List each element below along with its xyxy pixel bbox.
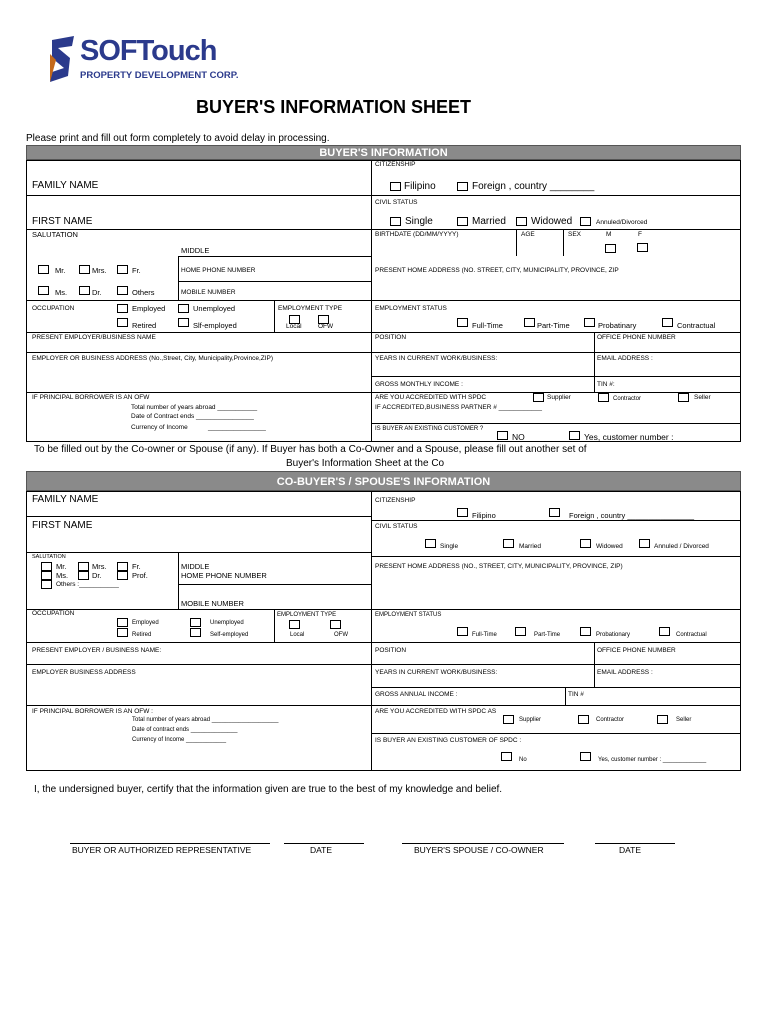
s2-parttime-label: Part-Time bbox=[534, 632, 561, 638]
s2-employed-label: Employed bbox=[132, 620, 159, 626]
s2-gross-label: GROSS ANNUAL INCOME : bbox=[375, 691, 458, 698]
company-logo bbox=[46, 36, 266, 86]
s1-fr-label: Fr. bbox=[132, 266, 141, 275]
s1-salutation-label: SALUTATION bbox=[32, 230, 78, 239]
s1-mr-checkbox[interactable] bbox=[38, 265, 49, 274]
s2-probationary-label: Probationary bbox=[596, 632, 631, 638]
s2-mr-checkbox[interactable] bbox=[41, 562, 52, 571]
s2-employer-address-label: EMPLOYER BUSINESS ADDRESS bbox=[32, 669, 136, 676]
s1-widowed-checkbox[interactable] bbox=[516, 217, 527, 226]
coowner-note: To be filled out by the Co-owner or Spouse (if any). If Buyer has both a Co-Owner and a Spouse, please fill out another set of bbox=[34, 444, 587, 455]
spouse-signature-label: BUYER'S SPOUSE / CO-OWNER bbox=[414, 845, 544, 855]
s2-mr-label: Mr. bbox=[56, 562, 67, 571]
s1-fulltime-checkbox[interactable] bbox=[457, 318, 468, 327]
s2-foreign-label: Foreign , country ________________ bbox=[569, 511, 695, 520]
s1-employment-type-label: EMPLOYMENT TYPE bbox=[278, 305, 343, 312]
s2-no-checkbox[interactable] bbox=[501, 752, 512, 761]
s2-existing-label: IS BUYER AN EXISTING CUSTOMER OF SPDC : bbox=[375, 737, 522, 744]
logo-brand: SOFTouch bbox=[80, 35, 217, 67]
s2-mrs-checkbox[interactable] bbox=[78, 562, 89, 571]
s1-m-label: M bbox=[606, 231, 612, 238]
coowner-note-2: Buyer's Information Sheet at the Co bbox=[286, 458, 445, 469]
s2-annulled-label: Annuled / Divorced bbox=[654, 543, 709, 550]
s1-foreign-label: Foreign , country ________ bbox=[472, 181, 595, 192]
s2-prof-label: Prof. bbox=[132, 571, 148, 580]
s1-employer-name-label: PRESENT EMPLOYER/BUSINESS NAME bbox=[32, 334, 156, 341]
s2-supplier-label: Supplier bbox=[519, 717, 542, 723]
s2-widowed-label: Widowed bbox=[596, 543, 623, 550]
s1-single-label: Single bbox=[405, 216, 433, 227]
s2-fr-label: Fr. bbox=[132, 562, 141, 571]
s1-self-employed-label: Slf-employed bbox=[193, 321, 237, 330]
s2-tin-label: TIN # bbox=[568, 691, 584, 698]
s2-office-phone-label: OFFICE PHONE NUMBER bbox=[597, 647, 676, 654]
s2-employment-type-label: EMPLOYMENT TYPE bbox=[277, 612, 337, 618]
s1-seller-checkbox[interactable] bbox=[678, 393, 689, 402]
s2-contractor-label: Contractor bbox=[596, 717, 625, 723]
s1-accredited-label: ARE YOU ACCREDITED WITH SPDC bbox=[375, 394, 487, 401]
s1-fr-checkbox[interactable] bbox=[117, 265, 128, 274]
s2-contractual-label: Contractual bbox=[676, 632, 707, 638]
s1-age-label: AGE bbox=[521, 231, 535, 238]
s1-employed-label: Employed bbox=[132, 304, 166, 313]
s1-position-label: POSITION bbox=[375, 334, 407, 341]
s2-widowed-checkbox[interactable] bbox=[580, 539, 591, 548]
section2-header: CO-BUYER'S / SPOUSE'S INFORMATION bbox=[26, 471, 741, 491]
s2-ofw-label: OFW bbox=[334, 632, 348, 638]
s2-ms-label: Ms. bbox=[56, 571, 69, 580]
s1-others-label: Others bbox=[132, 288, 155, 297]
s2-filipino-label: Filipino bbox=[472, 511, 496, 520]
s2-first-name-label: FIRST NAME bbox=[32, 520, 93, 531]
s2-years-label: YEARS IN CURRENT WORK/BUSINESS: bbox=[375, 669, 498, 676]
s1-middle-label: MIDDLE bbox=[181, 246, 210, 255]
s2-yes-checkbox[interactable] bbox=[580, 752, 591, 761]
s1-mrs-checkbox[interactable] bbox=[79, 265, 90, 274]
s2-foreign-checkbox[interactable] bbox=[549, 508, 560, 517]
s2-prof-checkbox[interactable] bbox=[117, 571, 128, 580]
s1-home-phone-label: HOME PHONE NUMBER bbox=[181, 267, 256, 274]
s1-years-label: YEARS IN CURRENT WORK/BUSINESS: bbox=[375, 355, 498, 362]
section1-header: BUYER'S INFORMATION bbox=[26, 145, 741, 160]
s2-middle-label: MIDDLE bbox=[181, 562, 210, 571]
certification-text: I, the undersigned buyer, certify that the information given are true to the best of my knowledge and belief. bbox=[34, 784, 503, 795]
s1-existing-label: IS BUYER AN EXISTING CUSTOMER ? bbox=[375, 426, 484, 432]
s2-dr-checkbox[interactable] bbox=[78, 571, 89, 580]
s2-others-checkbox[interactable] bbox=[41, 580, 52, 589]
s2-married-checkbox[interactable] bbox=[503, 539, 514, 548]
s1-ofw-label: OFW bbox=[318, 323, 334, 330]
s1-mrs-label: Mrs. bbox=[92, 266, 107, 275]
s2-unemployed-label: Unemployed bbox=[210, 620, 244, 626]
s2-occupation-label: OCCUPATION bbox=[32, 610, 75, 617]
s1-contractual-checkbox[interactable] bbox=[662, 318, 673, 327]
s2-single-checkbox[interactable] bbox=[425, 539, 436, 548]
s2-salutation-label: SALUTATION bbox=[32, 554, 66, 560]
s1-ms-label: Ms. bbox=[55, 288, 68, 297]
s1-civil-status-label: CIVIL STATUS bbox=[375, 199, 418, 206]
s1-mr-label: Mr. bbox=[55, 266, 66, 275]
s1-married-checkbox[interactable] bbox=[457, 217, 468, 226]
s2-fr-checkbox[interactable] bbox=[117, 562, 128, 571]
s1-employment-status-label: EMPLOYMENT STATUS bbox=[375, 305, 447, 312]
s1-ms-checkbox[interactable] bbox=[38, 286, 49, 295]
s1-unemployed-label: Unemployed bbox=[193, 304, 236, 313]
s1-male-checkbox[interactable] bbox=[605, 244, 616, 253]
s2-mobile-label: MOBILE NUMBER bbox=[181, 599, 244, 608]
s2-position-label: POSITION bbox=[375, 647, 407, 654]
date-label-2: DATE bbox=[619, 845, 642, 855]
s1-first-name-label: FIRST NAME bbox=[32, 216, 93, 227]
s2-seller-label: Seller bbox=[676, 717, 692, 723]
s1-dr-label: Dr. bbox=[92, 288, 102, 297]
s1-probatinary-checkbox[interactable] bbox=[584, 318, 595, 327]
s2-contract-ends-label: Date of contract ends ______________ bbox=[132, 727, 238, 733]
s1-citizenship-label: CITIZENSHIP bbox=[375, 161, 416, 168]
date-label-1: DATE bbox=[310, 845, 333, 855]
s1-office-phone-label: OFFICE PHONE NUMBER bbox=[597, 334, 676, 341]
s1-female-checkbox[interactable] bbox=[637, 243, 648, 252]
s2-fulltime-checkbox[interactable] bbox=[457, 627, 468, 636]
s1-birthdate-label: BIRTHDATE (DD/MM/YYYY) bbox=[375, 231, 459, 238]
s1-employer-address-label: EMPLOYER OR BUSINESS ADDRESS (No.,Street, City, Municipality,Province,ZIP) bbox=[32, 355, 274, 362]
s2-seller-checkbox[interactable] bbox=[657, 715, 668, 724]
s2-others-label: Others :___________ bbox=[56, 581, 119, 588]
s2-retired-checkbox[interactable] bbox=[117, 628, 128, 637]
s1-annulled-label: Annuled/Divorced bbox=[596, 219, 648, 226]
s1-yes-label: Yes, customer number :_________ bbox=[584, 432, 716, 442]
s1-home-address-label: PRESENT HOME ADDRESS (NO. STREET, CITY, MUNICIPALITY, PROVINCE, ZIP bbox=[375, 267, 619, 274]
page-title: BUYER'S INFORMATION SHEET bbox=[196, 97, 471, 117]
s1-local-label: Local bbox=[286, 323, 302, 330]
s2-home-address-label: PRESENT HOME ADDRESS (NO., STREET, CITY, MUNICIPALITY, PROVINCE, ZIP) bbox=[375, 563, 623, 570]
s1-mobile-label: MOBILE NUMBER bbox=[181, 289, 236, 296]
s2-self-employed-label: Self-employed bbox=[210, 632, 249, 638]
logo-emblem-icon bbox=[46, 36, 80, 86]
s2-contractor-checkbox[interactable] bbox=[578, 715, 589, 724]
s1-contractor-checkbox[interactable] bbox=[598, 393, 609, 402]
s1-no-checkbox[interactable] bbox=[497, 431, 508, 440]
s2-parttime-checkbox[interactable] bbox=[515, 627, 526, 636]
s2-employment-status-label: EMPLOYMENT STATUS bbox=[375, 612, 442, 618]
s2-contractual-checkbox[interactable] bbox=[659, 627, 670, 636]
s2-civil-status-label: CIVIL STATUS bbox=[375, 523, 418, 530]
s2-self-employed-checkbox[interactable] bbox=[190, 628, 201, 637]
s2-ofw-question: IF PRINCIPAL BORROWER IS AN OFW : bbox=[32, 708, 153, 715]
s1-filipino-checkbox[interactable] bbox=[390, 182, 401, 191]
s2-probationary-checkbox[interactable] bbox=[580, 627, 591, 636]
s1-total-years-label: Total number of years abroad ___________ bbox=[131, 404, 258, 411]
s1-self-employed-checkbox[interactable] bbox=[178, 318, 189, 327]
s1-married-label: Married bbox=[472, 216, 506, 227]
s1-contractor-label: Contractor bbox=[613, 396, 642, 402]
logo-subtitle: PROPERTY DEVELOPMENT CORP. bbox=[80, 70, 239, 81]
s1-contract-ends-label: Date of Contract ends ________________ bbox=[131, 413, 254, 420]
s2-married-label: Married bbox=[519, 543, 542, 550]
s2-mrs-label: Mrs. bbox=[92, 562, 107, 571]
s2-total-years-label: Total number of years abroad ____________________ bbox=[132, 717, 279, 723]
buyer-signature-label: BUYER OR AUTHORIZED REPRESENTATIVE bbox=[72, 845, 252, 855]
s1-parttime-label: Part-Time bbox=[537, 321, 570, 330]
s1-filipino-label: Filipino bbox=[404, 181, 436, 192]
s1-retired-label: Retired bbox=[132, 321, 157, 330]
s2-accredited-label: ARE YOU ACCREDITED WITH SPDC AS bbox=[375, 708, 497, 715]
s1-widowed-label: Widowed bbox=[531, 216, 573, 227]
s1-supplier-checkbox[interactable] bbox=[533, 393, 544, 402]
s2-single-label: Single bbox=[440, 543, 459, 550]
s1-unemployed-checkbox[interactable] bbox=[178, 304, 189, 313]
s1-gross-label: GROSS MONTHLY INCOME : bbox=[375, 381, 463, 388]
s1-f-label: F bbox=[638, 231, 642, 238]
s1-employed-checkbox[interactable] bbox=[117, 304, 128, 313]
s1-if-accredited-label: IF ACCREDITED,BUSINESS PARTNER # ____________ bbox=[375, 404, 543, 411]
s2-home-phone-label: HOME PHONE NUMBER bbox=[181, 571, 267, 580]
s2-currency-label: Currency of Income ____________ bbox=[132, 737, 227, 743]
s1-single-checkbox[interactable] bbox=[390, 217, 401, 226]
instruction-text: Please print and fill out form completely to avoid delay in processing. bbox=[26, 133, 330, 144]
s1-dr-checkbox[interactable] bbox=[79, 286, 90, 295]
s2-citizenship-label: CITIZENSHIP bbox=[375, 497, 416, 504]
s1-others-checkbox[interactable] bbox=[117, 286, 128, 295]
s2-yes-label: Yes, customer number : _____________ bbox=[598, 757, 707, 763]
s1-parttime-checkbox[interactable] bbox=[524, 318, 535, 327]
s1-no-label: NO bbox=[512, 432, 525, 442]
s2-local-checkbox[interactable] bbox=[289, 620, 300, 629]
s1-seller-label: Seller bbox=[694, 394, 711, 401]
s2-ofw-checkbox[interactable] bbox=[330, 620, 341, 629]
s2-email-label: EMAIL ADDRESS : bbox=[597, 669, 653, 676]
s1-yes-checkbox[interactable] bbox=[569, 431, 580, 440]
s1-annulled-checkbox[interactable] bbox=[580, 217, 591, 226]
s2-dr-label: Dr. bbox=[92, 571, 102, 580]
s1-foreign-checkbox[interactable] bbox=[457, 182, 468, 191]
s1-occupation-label: OCCUPATION bbox=[32, 305, 75, 312]
s2-family-name-label: FAMILY NAME bbox=[32, 494, 99, 505]
s1-sex-label: SEX bbox=[568, 231, 582, 238]
s1-currency-label: Currency of Income bbox=[131, 424, 188, 431]
s2-fulltime-label: Full-Time bbox=[472, 632, 497, 638]
s1-retired-checkbox[interactable] bbox=[117, 318, 128, 327]
s1-family-name-label: FAMILY NAME bbox=[32, 180, 99, 191]
s1-tin-label: TIN #: bbox=[597, 381, 615, 388]
s1-supplier-label: Supplier bbox=[547, 394, 571, 401]
s1-ofw-question: IF PRINCIPAL BORROWER IS AN OFW bbox=[32, 394, 150, 401]
s2-unemployed-checkbox[interactable] bbox=[190, 618, 201, 627]
s2-no-label: No bbox=[519, 757, 527, 763]
s1-contractual-label: Contractual bbox=[677, 321, 716, 330]
s1-email-label: EMAIL ADDRESS : bbox=[597, 355, 653, 362]
s2-filipino-checkbox[interactable] bbox=[457, 508, 468, 517]
s2-retired-label: Retired bbox=[132, 632, 152, 638]
s1-fulltime-label: Full-Time bbox=[472, 321, 503, 330]
s2-employer-name-label: PRESENT EMPLOYER / BUSINESS NAME: bbox=[32, 647, 162, 654]
s1-currency-line: ________________ bbox=[208, 424, 266, 431]
s2-ms-checkbox[interactable] bbox=[41, 571, 52, 580]
s1-probatinary-label: Probatinary bbox=[598, 321, 637, 330]
s2-local-label: Local bbox=[290, 632, 305, 638]
s2-annulled-checkbox[interactable] bbox=[639, 539, 650, 548]
s2-employed-checkbox[interactable] bbox=[117, 618, 128, 627]
s2-supplier-checkbox[interactable] bbox=[503, 715, 514, 724]
